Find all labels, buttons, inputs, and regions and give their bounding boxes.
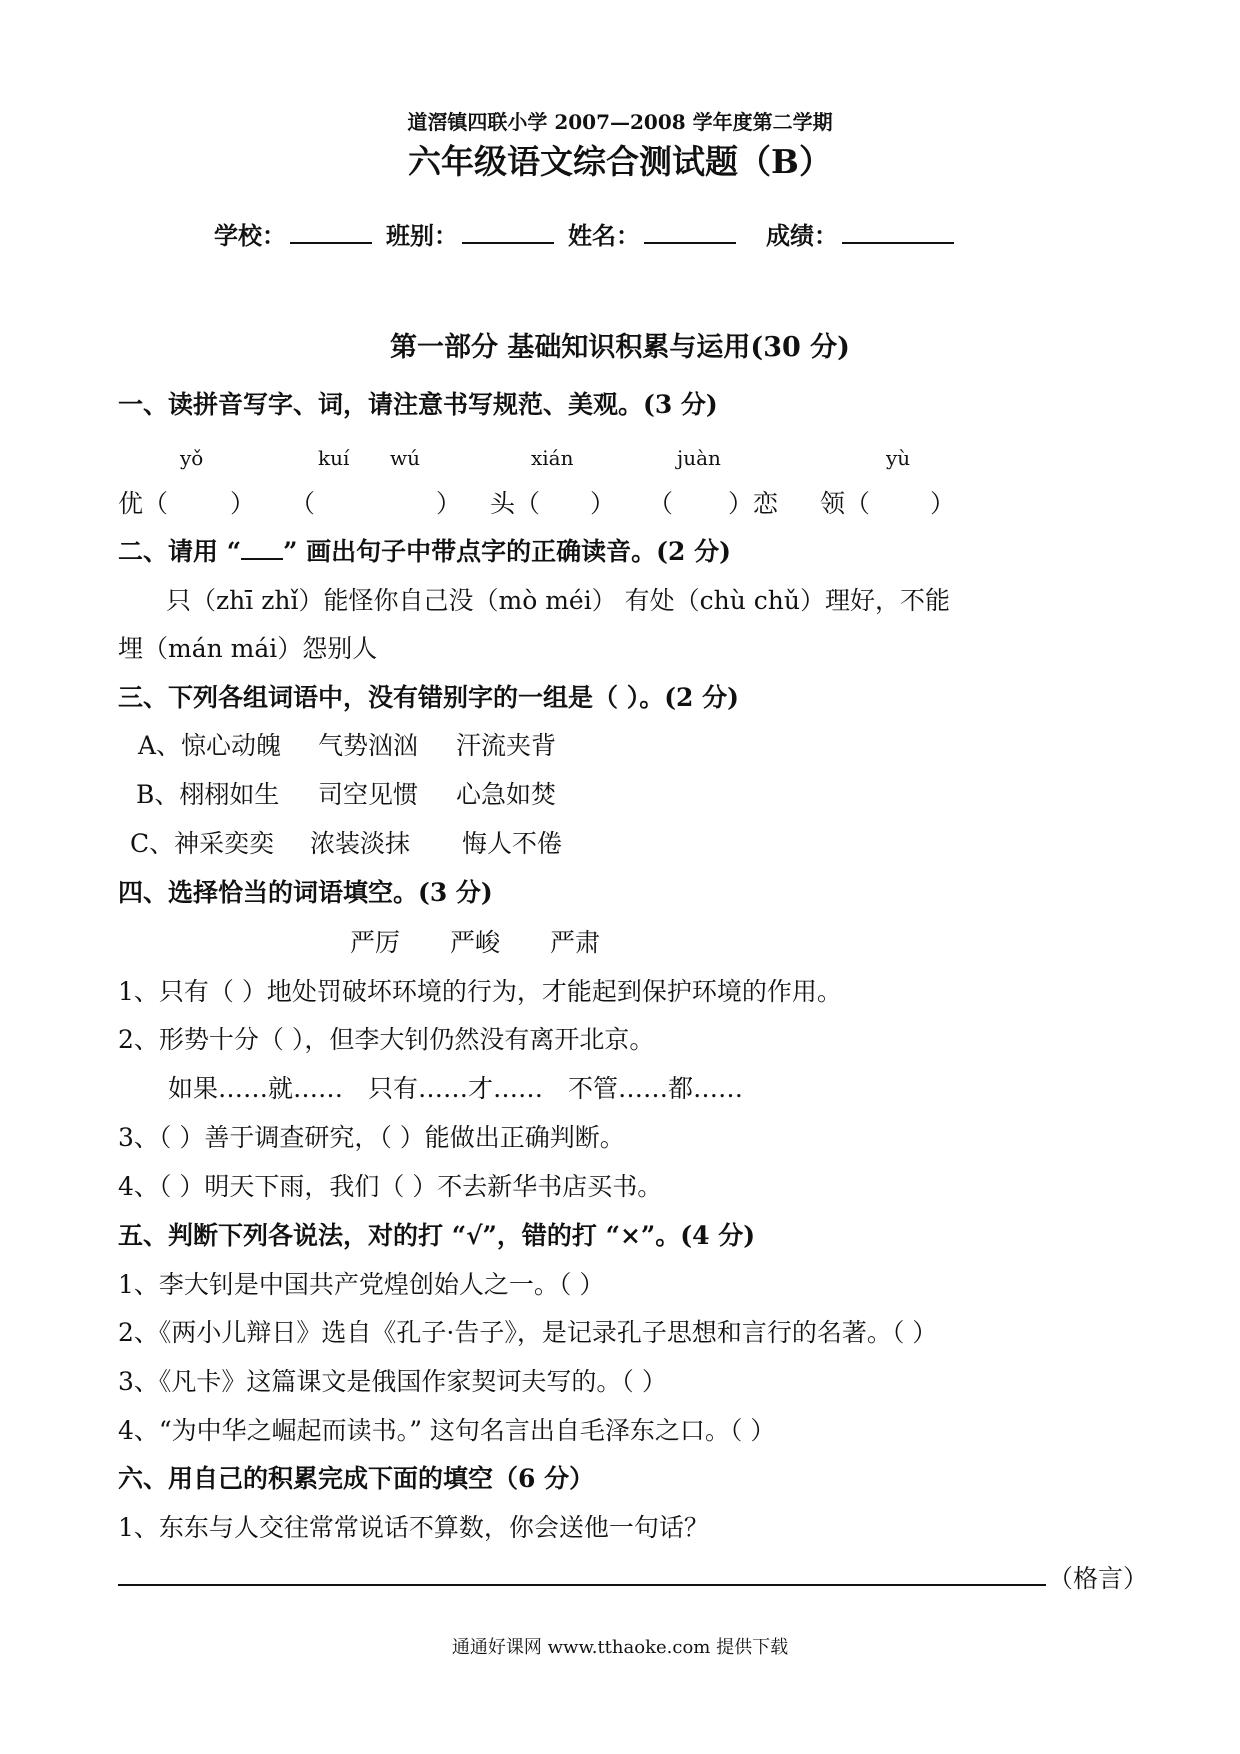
answer-text: ） — [230, 489, 256, 518]
q6-heading: 六、用自己的积累完成下面的填空（6 分） — [118, 1464, 595, 1493]
conjunction-choice: 如果……就…… — [168, 1074, 344, 1103]
answer-text: 头（ — [490, 489, 541, 518]
school-field[interactable] — [290, 220, 372, 244]
score-label: 成绩： — [766, 221, 838, 250]
pinyin: yù — [886, 446, 911, 470]
conjunction-choice: 只有……才…… — [368, 1074, 544, 1103]
q2-heading-pre: 二、请用 “ — [118, 537, 242, 566]
pinyin: yǒ — [180, 446, 204, 470]
school-label: 学校： — [214, 221, 286, 250]
q5-item-2: 2、《两小儿辩日》选自《孔子·告子》，是记录孔子思想和言行的名著。（ ） — [118, 1318, 938, 1347]
class-field[interactable] — [462, 220, 554, 244]
option-a-word2: 气势汹汹 — [318, 731, 419, 760]
q2-sentence-line1: 只（zhī zhǐ）能怪你自己没（mò méi） 有处（chù chǔ）理好，不能 — [166, 586, 950, 615]
pinyin: kuí — [318, 446, 350, 470]
option-c-label: C、神采奕奕 — [130, 829, 275, 858]
option-c-word3: 悔人不倦 — [462, 829, 563, 858]
answer-text: （ — [648, 489, 674, 518]
q6-answer-tag: （格言） — [1048, 1564, 1149, 1593]
school-term-line: 道滘镇四联小学 2007—2008 学年度第二学期 — [407, 110, 833, 134]
q2-heading-post: ” 画出句子中带点字的正确读音。(2 分) — [283, 537, 731, 566]
class-label: 班别： — [386, 221, 458, 250]
answer-text: ）恋 — [728, 489, 779, 518]
q4-sentence-3: 3、（ ）善于调查研究，（ ）能做出正确判断。 — [118, 1123, 625, 1152]
word-choice: 严峻 — [450, 928, 501, 957]
q4-heading: 四、选择恰当的词语填空。(3 分) — [118, 878, 493, 907]
option-b-word2: 司空见惯 — [318, 780, 419, 809]
option-b-label: B、栩栩如生 — [136, 780, 280, 809]
q6-item-1: 1、东东与人交往常常说话不算数，你会送他一句话？ — [118, 1513, 709, 1542]
option-a-word3: 汗流夹背 — [456, 731, 557, 760]
name-label: 姓名： — [568, 221, 640, 250]
q4-sentence-2: 2、形势十分（ ），但李大钊仍然没有离开北京。 — [118, 1025, 655, 1054]
pinyin: wú — [390, 446, 420, 470]
option-a-label: A、惊心动魄 — [138, 731, 282, 760]
q2-sentence-line2: 埋（mán mái）怨别人 — [118, 634, 378, 663]
q6-answer-line[interactable] — [118, 1584, 1046, 1586]
info-fields — [214, 216, 954, 251]
page-title: 六年级语文综合测试题（B） — [408, 142, 832, 181]
q1-heading: 一、读拼音写字、词，请注意书写规范、美观。(3 分) — [118, 390, 718, 419]
option-c-word2: 浓装淡抹 — [310, 829, 411, 858]
q3-heading: 三、下列各组词语中，没有错别字的一组是（ ）。(2 分) — [118, 683, 739, 712]
underline-sample-mark — [241, 538, 283, 560]
q2-heading — [118, 535, 731, 569]
q5-item-4: 4、“为中华之崛起而读书。” 这句名言出自毛泽东之口。（ ） — [118, 1416, 776, 1445]
answer-text: 优（ — [118, 489, 169, 518]
q5-item-3: 3、《凡卡》这篇课文是俄国作家契诃夫写的。（ ） — [118, 1367, 667, 1396]
q5-item-1: 1、李大钊是中国共产党煌创始人之一。（ ） — [118, 1270, 605, 1299]
conjunction-choice: 不管……都…… — [568, 1074, 744, 1103]
answer-text: （ — [290, 489, 316, 518]
answer-text: 领（ — [820, 489, 871, 518]
part1-title: 第一部分 基础知识积累与运用(30 分) — [390, 332, 850, 363]
answer-text: ） — [436, 489, 462, 518]
pinyin: xián — [531, 446, 574, 470]
option-b-word3: 心急如焚 — [456, 780, 557, 809]
pinyin: juàn — [677, 446, 721, 470]
score-field[interactable] — [842, 220, 954, 244]
q4-sentence-1: 1、只有（ ）地处罚破坏环境的行为，才能起到保护环境的作用。 — [118, 977, 842, 1006]
q4-sentence-4: 4、（ ）明天下雨，我们（ ）不去新华书店买书。 — [118, 1172, 663, 1201]
footer-credit: 通通好课网 www.tthaoke.com 提供下载 — [451, 1637, 789, 1658]
word-choice: 严肃 — [550, 928, 601, 957]
word-choice: 严厉 — [350, 928, 401, 957]
name-field[interactable] — [644, 220, 736, 244]
q5-heading: 五、判断下列各说法，对的打 “√”，错的打 “×”。(4 分) — [118, 1221, 756, 1250]
answer-text: ） — [590, 489, 616, 518]
answer-text: ） — [930, 489, 956, 518]
